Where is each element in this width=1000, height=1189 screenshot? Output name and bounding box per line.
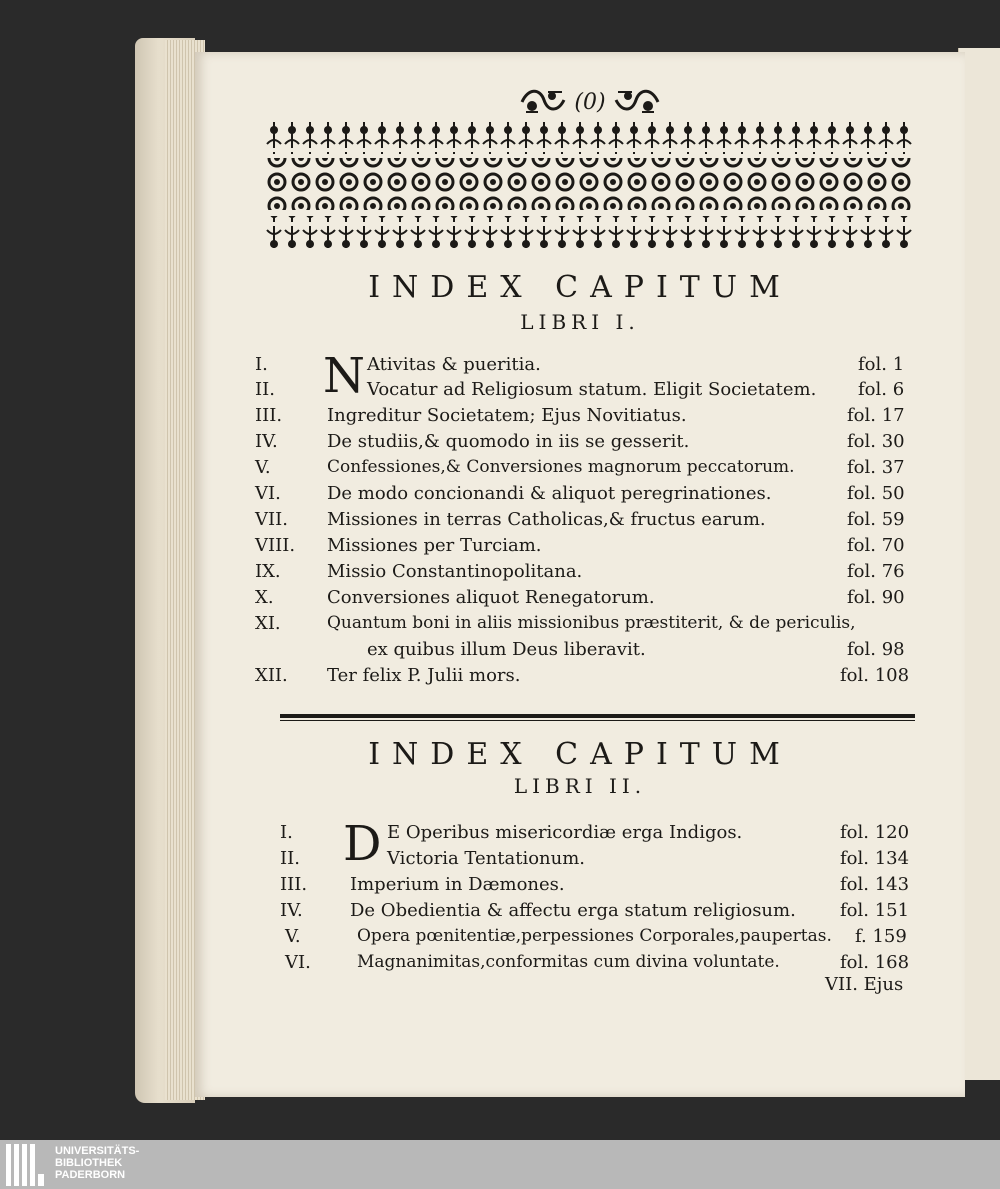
library-footer: [0, 1140, 1000, 1189]
page-header: [510, 82, 670, 122]
flourish-ornament-left-icon: [518, 86, 568, 118]
catchword: VII. Ejus: [825, 974, 904, 995]
index-subtitle-book-1: LIBRI I.: [520, 310, 640, 334]
book-page: (0) INDEX CAPITUM LIBRI I. N I. Ativitas & pueritia. fol. 1 II. Vocatur ad Religiosum statum. Eligit Societatem. fol. 6 III. Ingreditur Societatem; Ejus Novitiatus. fol. 17 IV. De studiis,& quomodo in iis se gesserit. fol. 30 V. Confessiones,& Conversiones magnorum peccatorum. fol. 37 VI. De modo concionandi & aliquot peregrinationes. fol. 50 VII. Missiones in terras Catholicas,& fructus earum. fol. 59 VIII. Missiones per Turciam. fol. 70 IX. Missio Constantinopolitana. fol. 76 X. Conversiones aliquot Renegatorum. fol. 90 XI. Quantum boni in aliis missionibus præstiterit, & de periculis, ex quibus illum Deus liberavit. fol. 98 XII. Ter felix P. Julii mors. fol. 108 INDEX CAPITUM LIBRI II. D I. E Operibus misericordiæ erga Indigos. fol. 120 II. Victoria Tentationum. fol. 134 III. Imperium in Dæmones. fol. 143 IV. De Obedientia & affectu erga statum religiosum. fol. 151 V. Opera pœnitentiæ,perpessiones Corporales,paupertas. f. 159 VI. Magnanimitas,conformitas cum divina voluntate. fol. 168 VII. Ejus: [195, 52, 965, 1097]
index-title-book-1: INDEX CAPITUM: [368, 270, 792, 305]
flourish-ornament-right-icon: [612, 86, 662, 118]
library-logo-icon: [6, 1144, 46, 1186]
section-divider: [280, 714, 915, 718]
drop-cap-book-1: N: [323, 348, 365, 404]
library-name: UNIVERSITÄTS- BIBLIOTHEK PADERBORN: [55, 1145, 140, 1181]
index-title-book-2: INDEX CAPITUM: [368, 737, 792, 772]
ornamental-band: [265, 122, 913, 252]
page-number: (0): [574, 89, 606, 115]
index-subtitle-book-2: LIBRI II.: [513, 774, 647, 798]
drop-cap-book-2: D: [343, 816, 382, 872]
